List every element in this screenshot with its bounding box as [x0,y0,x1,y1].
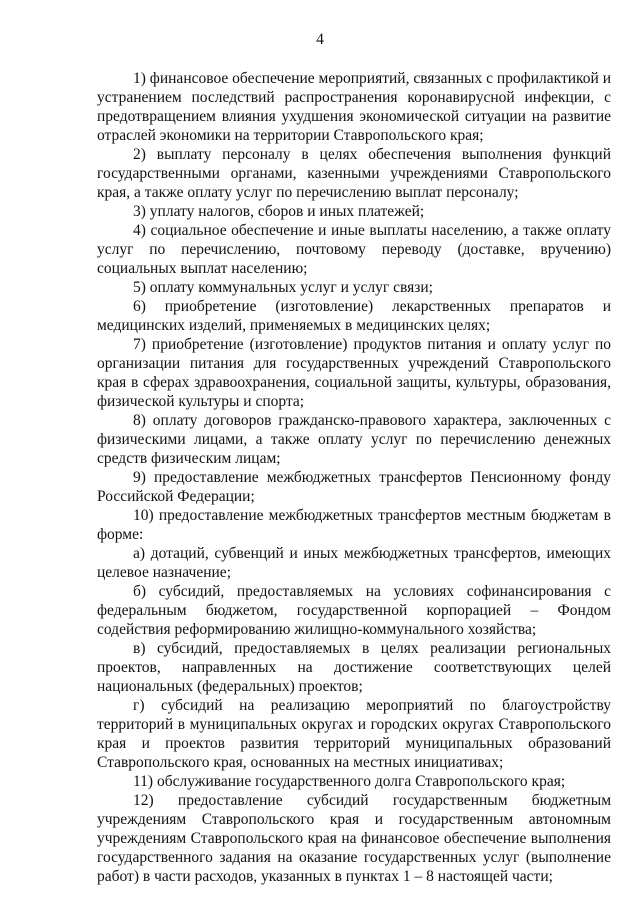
paragraph-item-11: 11) обслуживание государственного долга Ставропольского края; [133,773,566,790]
paragraph-item-5: 5) оплату коммунальных услуг и услуг связи; [133,279,433,296]
paragraph-item-4: 4) социальное обеспечение и иные выплаты населению, а также оплату услуг по перечислению, почтовому переводу (доставке, вручению) социальных выплат населению; [97,222,611,277]
page-number: 4 [316,31,324,48]
paragraph-item-10: 10) предоставление межбюджетных трансфертов местным бюджетам в форме: [97,507,611,543]
paragraph-item-7: 7) приобретение (изготовление) продуктов питания и оплату услуг по организации питания для государственных учреждений Ставропольского края в сферах здравоохранения, социальной защиты, культуры, образования, физической культуры и спорта; [97,336,611,410]
paragraph-item-6: 6) приобретение (изготовление) лекарственных препаратов и медицинских изделий, применяемых в медицинских целях; [97,298,611,334]
document-body [97,69,611,886]
paragraph-item-3: 3) уплату налогов, сборов и иных платежей; [133,203,425,220]
paragraph-subitem-a: а) дотаций, субвенций и иных межбюджетных трансфертов, имеющих целевое назначение; [97,545,611,581]
paragraph-item-8: 8) оплату договоров гражданско-правового характера, заключенных с физическими лицами, а также оплату услуг по перечислению денежных средств физическим лицам; [97,412,611,467]
paragraph-item-2: 2) выплату персоналу в целях обеспечения выполнения функций государственными органами, казенными учреждениями Ставропольского края, а также оплату услуг по перечислению выплат персоналу; [97,146,611,201]
paragraph-item-9: 9) предоставление межбюджетных трансфертов Пенсионному фонду Российской Федерации; [97,469,611,505]
paragraph-subitem-g: г) субсидий на реализацию мероприятий по благоустройству территорий в муниципальных округах и городских округах Ставропольского края и проектов развития территорий муниципальных образований Ставропольского края, основанных на местных инициативах; [97,697,611,771]
paragraph-subitem-b: б) субсидий, предоставляемых на условиях софинансирования с федеральным бюджетом, государственной корпорацией – Фондом содействия реформированию жилищно-коммунального хозяйства; [97,583,611,638]
paragraph-item-1: 1) финансовое обеспечение мероприятий, связанных с профилактикой и устранением последствий распространения коронавирусной инфекции, с предотвращением влияния ухудшения экономической ситуации на развитие отраслей экономики на территории Ставропольского края; [97,70,611,144]
paragraph-subitem-v: в) субсидий, предоставляемых в целях реализации региональных проектов, направленных на достижение соответствующих целей национальных (федеральных) проектов; [97,640,611,695]
paragraph-item-12: 12) предоставление субсидий государственным бюджетным учреждениям Ставропольского края и государственным автономным учреждениям Ставропольского края на финансовое обеспечение выполнения государственного задания на оказание государственных услуг (выполнение работ) в части расходов, указанных в пунктах 1 – 8 настоящей части; [97,792,611,885]
